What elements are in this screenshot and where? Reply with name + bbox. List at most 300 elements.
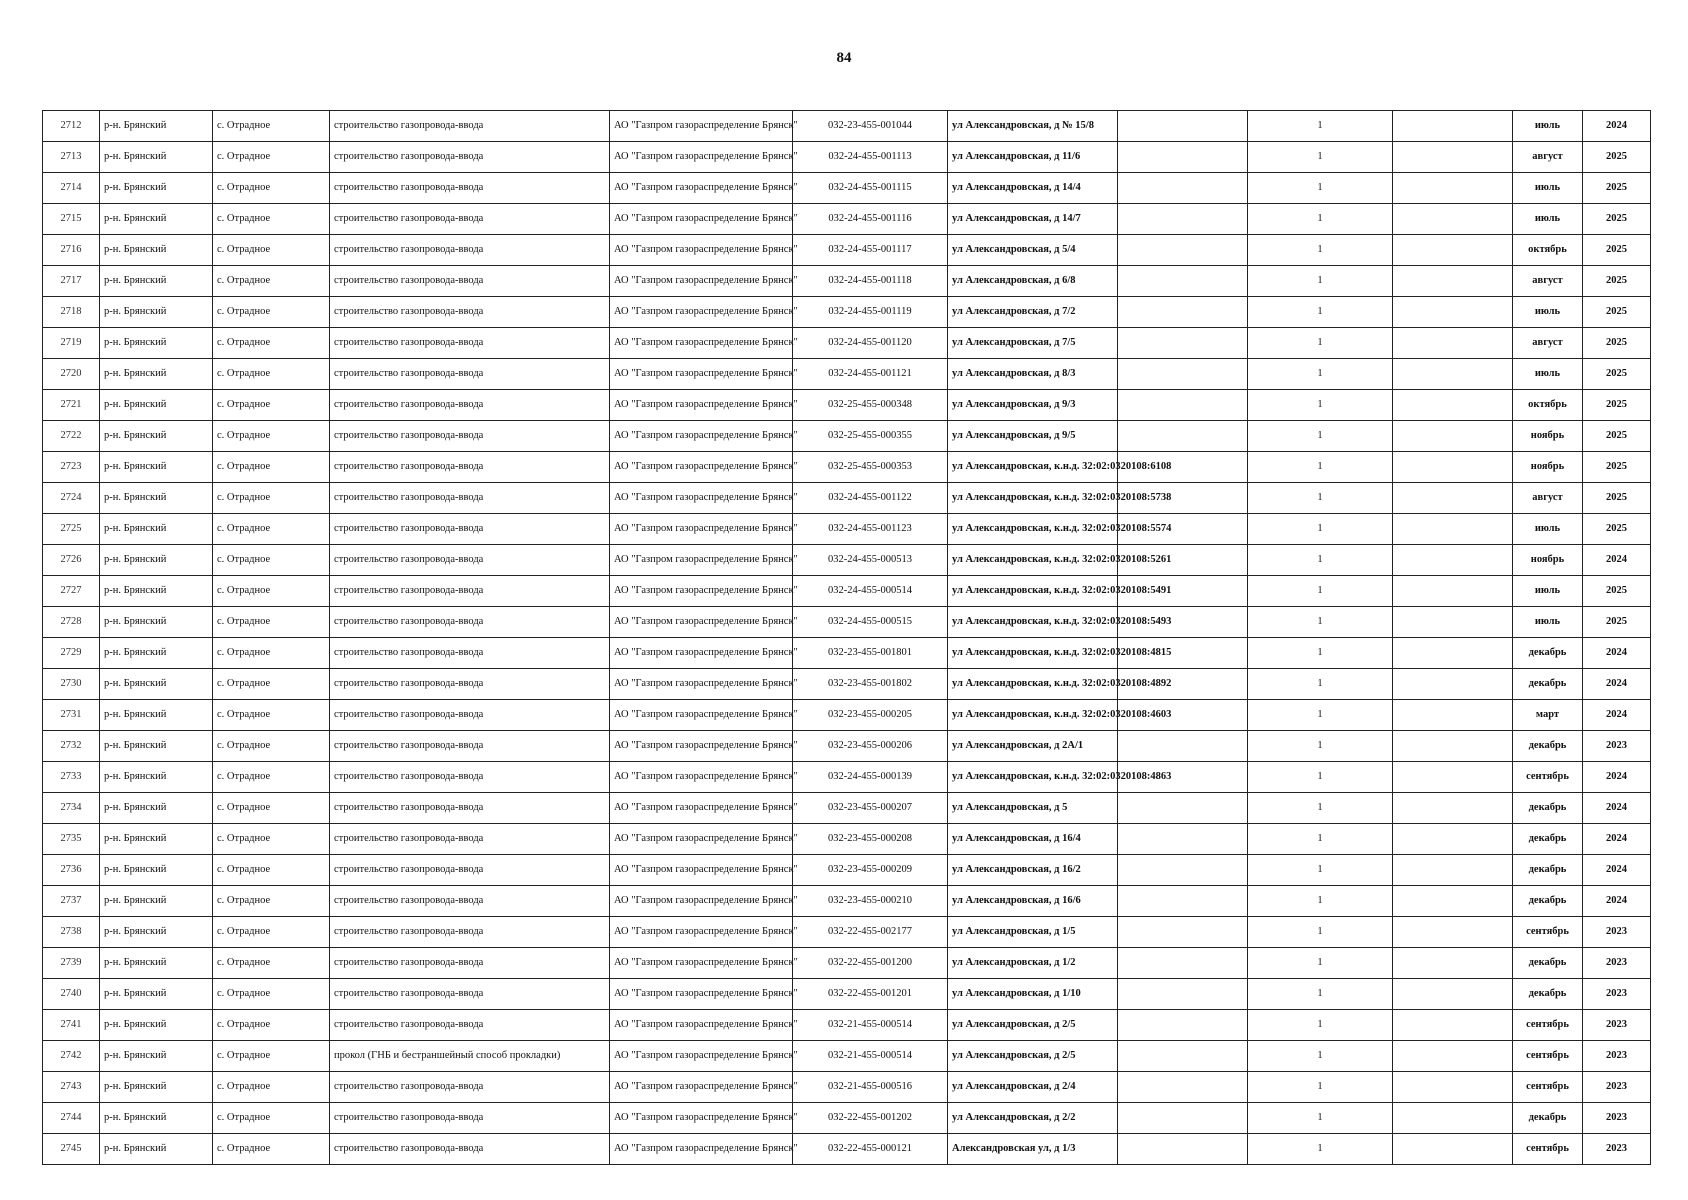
settlement-cell: с. Отрадное — [213, 173, 330, 204]
row-number: 2736 — [43, 855, 100, 886]
organization-cell: АО "Газпром газораспределение Брянск" — [610, 173, 793, 204]
quantity-cell: 1 — [1248, 855, 1393, 886]
table-row — [43, 731, 1651, 762]
organization-cell: АО "Газпром газораспределение Брянск" — [610, 359, 793, 390]
work-type-cell: строительство газопровода-ввода — [330, 731, 610, 762]
work-type-cell: строительство газопровода-ввода — [330, 576, 610, 607]
district-cell: р-н. Брянский — [100, 545, 213, 576]
empty-cell — [1393, 669, 1513, 700]
year-cell: 2025 — [1583, 297, 1651, 328]
year-cell: 2025 — [1583, 514, 1651, 545]
empty-cell — [1118, 1072, 1248, 1103]
organization-cell: АО "Газпром газораспределение Брянск" — [610, 452, 793, 483]
month-cell: август — [1513, 483, 1583, 514]
month-cell: октябрь — [1513, 390, 1583, 421]
table-row — [43, 607, 1651, 638]
empty-cell — [1393, 1134, 1513, 1165]
empty-cell — [1393, 514, 1513, 545]
object-code-cell: 032-24-455-000513 — [793, 545, 948, 576]
empty-cell — [1393, 235, 1513, 266]
row-number: 2742 — [43, 1041, 100, 1072]
address-cell: ул Александровская, д № 15/8 — [948, 111, 1118, 142]
organization-cell: АО "Газпром газораспределение Брянск" — [610, 576, 793, 607]
quantity-cell: 1 — [1248, 948, 1393, 979]
address-cell: ул Александровская, д 9/3 — [948, 390, 1118, 421]
empty-cell — [1118, 793, 1248, 824]
quantity-cell: 1 — [1248, 173, 1393, 204]
organization-cell: АО "Газпром газораспределение Брянск" — [610, 731, 793, 762]
year-cell: 2025 — [1583, 142, 1651, 173]
year-cell: 2025 — [1583, 204, 1651, 235]
year-cell: 2023 — [1583, 1103, 1651, 1134]
address-cell: ул Александровская, к.н.д. 32:02:0320108:4892 — [948, 669, 1118, 700]
settlement-cell: с. Отрадное — [213, 917, 330, 948]
address-cell: ул Александровская, д 2/2 — [948, 1103, 1118, 1134]
organization-cell: АО "Газпром газораспределение Брянск" — [610, 266, 793, 297]
organization-cell: АО "Газпром газораспределение Брянск" — [610, 142, 793, 173]
object-code-cell: 032-24-455-001119 — [793, 297, 948, 328]
address-cell: ул Александровская, д 1/2 — [948, 948, 1118, 979]
organization-cell: АО "Газпром газораспределение Брянск" — [610, 793, 793, 824]
row-number: 2731 — [43, 700, 100, 731]
year-cell: 2025 — [1583, 173, 1651, 204]
work-type-cell: строительство газопровода-ввода — [330, 297, 610, 328]
organization-cell: АО "Газпром газораспределение Брянск" — [610, 917, 793, 948]
work-type-cell: строительство газопровода-ввода — [330, 483, 610, 514]
quantity-cell: 1 — [1248, 576, 1393, 607]
work-type-cell: строительство газопровода-ввода — [330, 669, 610, 700]
object-code-cell: 032-22-455-000121 — [793, 1134, 948, 1165]
empty-cell — [1393, 638, 1513, 669]
empty-cell — [1393, 700, 1513, 731]
organization-cell: АО "Газпром газораспределение Брянск" — [610, 235, 793, 266]
row-number: 2737 — [43, 886, 100, 917]
settlement-cell: с. Отрадное — [213, 979, 330, 1010]
work-type-cell: строительство газопровода-ввода — [330, 545, 610, 576]
settlement-cell: с. Отрадное — [213, 762, 330, 793]
month-cell: декабрь — [1513, 824, 1583, 855]
empty-cell — [1393, 607, 1513, 638]
empty-cell — [1393, 142, 1513, 173]
district-cell: р-н. Брянский — [100, 669, 213, 700]
settlement-cell: с. Отрадное — [213, 204, 330, 235]
row-number: 2740 — [43, 979, 100, 1010]
organization-cell: АО "Газпром газораспределение Брянск" — [610, 204, 793, 235]
address-cell: ул Александровская, д 7/5 — [948, 328, 1118, 359]
quantity-cell: 1 — [1248, 793, 1393, 824]
table-row — [43, 328, 1651, 359]
row-number: 2713 — [43, 142, 100, 173]
district-cell: р-н. Брянский — [100, 979, 213, 1010]
work-type-cell: строительство газопровода-ввода — [330, 638, 610, 669]
month-cell: декабрь — [1513, 855, 1583, 886]
month-cell: декабрь — [1513, 948, 1583, 979]
year-cell: 2024 — [1583, 762, 1651, 793]
table-row — [43, 452, 1651, 483]
work-type-cell: строительство газопровода-ввода — [330, 855, 610, 886]
empty-cell — [1393, 390, 1513, 421]
row-number: 2720 — [43, 359, 100, 390]
settlement-cell: с. Отрадное — [213, 886, 330, 917]
month-cell: август — [1513, 266, 1583, 297]
empty-cell — [1118, 824, 1248, 855]
quantity-cell: 1 — [1248, 142, 1393, 173]
quantity-cell: 1 — [1248, 1072, 1393, 1103]
row-number: 2734 — [43, 793, 100, 824]
year-cell: 2025 — [1583, 576, 1651, 607]
district-cell: р-н. Брянский — [100, 607, 213, 638]
month-cell: июль — [1513, 204, 1583, 235]
settlement-cell: с. Отрадное — [213, 1010, 330, 1041]
settlement-cell: с. Отрадное — [213, 824, 330, 855]
quantity-cell: 1 — [1248, 235, 1393, 266]
page-number: 84 — [836, 50, 852, 66]
address-cell: ул Александровская, д 11/6 — [948, 142, 1118, 173]
work-type-cell: строительство газопровода-ввода — [330, 1072, 610, 1103]
quantity-cell: 1 — [1248, 824, 1393, 855]
organization-cell: АО "Газпром газораспределение Брянск" — [610, 297, 793, 328]
work-type-cell: строительство газопровода-ввода — [330, 452, 610, 483]
empty-cell — [1393, 359, 1513, 390]
quantity-cell: 1 — [1248, 514, 1393, 545]
address-cell: ул Александровская, д 5 — [948, 793, 1118, 824]
district-cell: р-н. Брянский — [100, 142, 213, 173]
empty-cell — [1393, 1010, 1513, 1041]
quantity-cell: 1 — [1248, 359, 1393, 390]
row-number: 2729 — [43, 638, 100, 669]
quantity-cell: 1 — [1248, 1041, 1393, 1072]
work-type-cell: прокол (ГНБ и бестраншейный способ прокладки) — [330, 1041, 610, 1072]
district-cell: р-н. Брянский — [100, 483, 213, 514]
empty-cell — [1393, 204, 1513, 235]
organization-cell: АО "Газпром газораспределение Брянск" — [610, 607, 793, 638]
empty-cell — [1393, 1072, 1513, 1103]
year-cell: 2025 — [1583, 421, 1651, 452]
quantity-cell: 1 — [1248, 483, 1393, 514]
settlement-cell: с. Отрадное — [213, 607, 330, 638]
table-row — [43, 1134, 1651, 1165]
object-code-cell: 032-21-455-000514 — [793, 1041, 948, 1072]
district-cell: р-н. Брянский — [100, 793, 213, 824]
district-cell: р-н. Брянский — [100, 948, 213, 979]
table-row — [43, 762, 1651, 793]
empty-cell — [1393, 452, 1513, 483]
object-code-cell: 032-24-455-000515 — [793, 607, 948, 638]
empty-cell — [1393, 793, 1513, 824]
month-cell: декабрь — [1513, 669, 1583, 700]
organization-cell: АО "Газпром газораспределение Брянск" — [610, 1041, 793, 1072]
empty-cell — [1118, 421, 1248, 452]
work-type-cell: строительство газопровода-ввода — [330, 607, 610, 638]
address-cell: ул Александровская, к.н.д. 32:02:0320108:6108 — [948, 452, 1118, 483]
address-cell: Александровская ул, д 1/3 — [948, 1134, 1118, 1165]
object-code-cell: 032-21-455-000516 — [793, 1072, 948, 1103]
organization-cell: АО "Газпром газораспределение Брянск" — [610, 1103, 793, 1134]
empty-cell — [1118, 297, 1248, 328]
settlement-cell: с. Отрадное — [213, 421, 330, 452]
work-type-cell: строительство газопровода-ввода — [330, 514, 610, 545]
year-cell: 2025 — [1583, 483, 1651, 514]
object-code-cell: 032-22-455-001200 — [793, 948, 948, 979]
empty-cell — [1393, 979, 1513, 1010]
quantity-cell: 1 — [1248, 607, 1393, 638]
settlement-cell: с. Отрадное — [213, 545, 330, 576]
month-cell: июль — [1513, 607, 1583, 638]
month-cell: март — [1513, 700, 1583, 731]
empty-cell — [1393, 266, 1513, 297]
quantity-cell: 1 — [1248, 638, 1393, 669]
month-cell: ноябрь — [1513, 545, 1583, 576]
district-cell: р-н. Брянский — [100, 266, 213, 297]
object-code-cell: 032-24-455-001116 — [793, 204, 948, 235]
table-row — [43, 390, 1651, 421]
empty-cell — [1118, 111, 1248, 142]
organization-cell: АО "Газпром газораспределение Брянск" — [610, 483, 793, 514]
district-cell: р-н. Брянский — [100, 514, 213, 545]
row-number: 2715 — [43, 204, 100, 235]
address-cell: ул Александровская, к.н.д. 32:02:0320108:5574 — [948, 514, 1118, 545]
empty-cell — [1393, 483, 1513, 514]
year-cell: 2025 — [1583, 359, 1651, 390]
settlement-cell: с. Отрадное — [213, 1134, 330, 1165]
object-code-cell: 032-24-455-001115 — [793, 173, 948, 204]
address-cell: ул Александровская, д 5/4 — [948, 235, 1118, 266]
month-cell: декабрь — [1513, 979, 1583, 1010]
object-code-cell: 032-22-455-001202 — [793, 1103, 948, 1134]
row-number: 2712 — [43, 111, 100, 142]
register-table — [42, 110, 1651, 1165]
table-row — [43, 297, 1651, 328]
settlement-cell: с. Отрадное — [213, 390, 330, 421]
row-number: 2745 — [43, 1134, 100, 1165]
organization-cell: АО "Газпром газораспределение Брянск" — [610, 1072, 793, 1103]
object-code-cell: 032-23-455-000205 — [793, 700, 948, 731]
work-type-cell: строительство газопровода-ввода — [330, 1010, 610, 1041]
year-cell: 2024 — [1583, 793, 1651, 824]
district-cell: р-н. Брянский — [100, 328, 213, 359]
settlement-cell: с. Отрадное — [213, 359, 330, 390]
year-cell: 2025 — [1583, 235, 1651, 266]
row-number: 2735 — [43, 824, 100, 855]
object-code-cell: 032-24-455-001117 — [793, 235, 948, 266]
organization-cell: АО "Газпром газораспределение Брянск" — [610, 111, 793, 142]
district-cell: р-н. Брянский — [100, 855, 213, 886]
empty-cell — [1393, 576, 1513, 607]
table-row — [43, 173, 1651, 204]
district-cell: р-н. Брянский — [100, 1072, 213, 1103]
empty-cell — [1118, 1010, 1248, 1041]
district-cell: р-н. Брянский — [100, 204, 213, 235]
month-cell: декабрь — [1513, 886, 1583, 917]
month-cell: сентябрь — [1513, 1072, 1583, 1103]
settlement-cell: с. Отрадное — [213, 1041, 330, 1072]
row-number: 2718 — [43, 297, 100, 328]
month-cell: декабрь — [1513, 638, 1583, 669]
address-cell: ул Александровская, к.н.д. 32:02:0320108:5261 — [948, 545, 1118, 576]
organization-cell: АО "Газпром газораспределение Брянск" — [610, 1010, 793, 1041]
table-row — [43, 204, 1651, 235]
table-row — [43, 1041, 1651, 1072]
object-code-cell: 032-23-455-000209 — [793, 855, 948, 886]
address-cell: ул Александровская, д 2/5 — [948, 1041, 1118, 1072]
year-cell: 2023 — [1583, 1041, 1651, 1072]
empty-cell — [1118, 173, 1248, 204]
address-cell: ул Александровская, к.н.д. 32:02:0320108:4603 — [948, 700, 1118, 731]
district-cell: р-н. Брянский — [100, 638, 213, 669]
year-cell: 2025 — [1583, 266, 1651, 297]
settlement-cell: с. Отрадное — [213, 638, 330, 669]
year-cell: 2025 — [1583, 390, 1651, 421]
district-cell: р-н. Брянский — [100, 762, 213, 793]
month-cell: сентябрь — [1513, 1010, 1583, 1041]
quantity-cell: 1 — [1248, 669, 1393, 700]
row-number: 2741 — [43, 1010, 100, 1041]
settlement-cell: с. Отрадное — [213, 669, 330, 700]
row-number: 2725 — [43, 514, 100, 545]
empty-cell — [1393, 421, 1513, 452]
year-cell: 2023 — [1583, 1072, 1651, 1103]
table-row — [43, 514, 1651, 545]
empty-cell — [1118, 266, 1248, 297]
district-cell: р-н. Брянский — [100, 111, 213, 142]
row-number: 2739 — [43, 948, 100, 979]
work-type-cell: строительство газопровода-ввода — [330, 886, 610, 917]
row-number: 2722 — [43, 421, 100, 452]
empty-cell — [1393, 297, 1513, 328]
settlement-cell: с. Отрадное — [213, 142, 330, 173]
organization-cell: АО "Газпром газораспределение Брянск" — [610, 979, 793, 1010]
district-cell: р-н. Брянский — [100, 1010, 213, 1041]
work-type-cell: строительство газопровода-ввода — [330, 390, 610, 421]
empty-cell — [1393, 173, 1513, 204]
organization-cell: АО "Газпром газораспределение Брянск" — [610, 328, 793, 359]
address-cell: ул Александровская, к.н.д. 32:02:0320108:4815 — [948, 638, 1118, 669]
settlement-cell: с. Отрадное — [213, 235, 330, 266]
object-code-cell: 032-24-455-000514 — [793, 576, 948, 607]
district-cell: р-н. Брянский — [100, 731, 213, 762]
empty-cell — [1393, 824, 1513, 855]
month-cell: июль — [1513, 173, 1583, 204]
object-code-cell: 032-24-455-001113 — [793, 142, 948, 173]
quantity-cell: 1 — [1248, 1010, 1393, 1041]
quantity-cell: 1 — [1248, 421, 1393, 452]
object-code-cell: 032-24-455-001118 — [793, 266, 948, 297]
district-cell: р-н. Брянский — [100, 1134, 213, 1165]
organization-cell: АО "Газпром газораспределение Брянск" — [610, 390, 793, 421]
district-cell: р-н. Брянский — [100, 1041, 213, 1072]
empty-cell — [1118, 1103, 1248, 1134]
table-row — [43, 111, 1651, 142]
object-code-cell: 032-23-455-000208 — [793, 824, 948, 855]
year-cell: 2023 — [1583, 731, 1651, 762]
empty-cell — [1118, 328, 1248, 359]
quantity-cell: 1 — [1248, 204, 1393, 235]
object-code-cell: 032-23-455-000206 — [793, 731, 948, 762]
empty-cell — [1393, 762, 1513, 793]
quantity-cell: 1 — [1248, 328, 1393, 359]
work-type-cell: строительство газопровода-ввода — [330, 762, 610, 793]
object-code-cell: 032-22-455-001201 — [793, 979, 948, 1010]
address-cell: ул Александровская, д 16/2 — [948, 855, 1118, 886]
quantity-cell: 1 — [1248, 111, 1393, 142]
settlement-cell: с. Отрадное — [213, 328, 330, 359]
district-cell: р-н. Брянский — [100, 421, 213, 452]
work-type-cell: строительство газопровода-ввода — [330, 142, 610, 173]
year-cell: 2023 — [1583, 948, 1651, 979]
table-row — [43, 235, 1651, 266]
table-row — [43, 638, 1651, 669]
address-cell: ул Александровская, д 9/5 — [948, 421, 1118, 452]
quantity-cell: 1 — [1248, 452, 1393, 483]
address-cell: ул Александровская, к.н.д. 32:02:0320108:5493 — [948, 607, 1118, 638]
address-cell: ул Александровская, д 16/4 — [948, 824, 1118, 855]
organization-cell: АО "Газпром газораспределение Брянск" — [610, 421, 793, 452]
organization-cell: АО "Газпром газораспределение Брянск" — [610, 855, 793, 886]
table-row — [43, 1103, 1651, 1134]
empty-cell — [1393, 545, 1513, 576]
settlement-cell: с. Отрадное — [213, 576, 330, 607]
month-cell: ноябрь — [1513, 421, 1583, 452]
year-cell: 2023 — [1583, 917, 1651, 948]
month-cell: июль — [1513, 111, 1583, 142]
table-row — [43, 886, 1651, 917]
row-number: 2723 — [43, 452, 100, 483]
table-row — [43, 266, 1651, 297]
address-cell: ул Александровская, д 1/10 — [948, 979, 1118, 1010]
empty-cell — [1118, 1134, 1248, 1165]
quantity-cell: 1 — [1248, 762, 1393, 793]
row-number: 2724 — [43, 483, 100, 514]
month-cell: август — [1513, 142, 1583, 173]
empty-cell — [1393, 1041, 1513, 1072]
row-number: 2726 — [43, 545, 100, 576]
quantity-cell: 1 — [1248, 1134, 1393, 1165]
address-cell: ул Александровская, д 2А/1 — [948, 731, 1118, 762]
object-code-cell: 032-24-455-001122 — [793, 483, 948, 514]
empty-cell — [1118, 142, 1248, 173]
year-cell: 2025 — [1583, 607, 1651, 638]
settlement-cell: с. Отрадное — [213, 731, 330, 762]
month-cell: сентябрь — [1513, 917, 1583, 948]
object-code-cell: 032-22-455-002177 — [793, 917, 948, 948]
work-type-cell: строительство газопровода-ввода — [330, 1134, 610, 1165]
empty-cell — [1118, 917, 1248, 948]
settlement-cell: с. Отрадное — [213, 266, 330, 297]
district-cell: р-н. Брянский — [100, 824, 213, 855]
empty-cell — [1118, 948, 1248, 979]
address-cell: ул Александровская, к.н.д. 32:02:0320108:5491 — [948, 576, 1118, 607]
address-cell: ул Александровская, к.н.д. 32:02:0320108:5738 — [948, 483, 1118, 514]
organization-cell: АО "Газпром газораспределение Брянск" — [610, 638, 793, 669]
month-cell: июль — [1513, 297, 1583, 328]
work-type-cell: строительство газопровода-ввода — [330, 204, 610, 235]
quantity-cell: 1 — [1248, 917, 1393, 948]
table-row — [43, 576, 1651, 607]
row-number: 2714 — [43, 173, 100, 204]
empty-cell — [1118, 979, 1248, 1010]
empty-cell — [1393, 1103, 1513, 1134]
settlement-cell: с. Отрадное — [213, 111, 330, 142]
table-row — [43, 855, 1651, 886]
district-cell: р-н. Брянский — [100, 576, 213, 607]
address-cell: ул Александровская, д 8/3 — [948, 359, 1118, 390]
empty-cell — [1118, 886, 1248, 917]
district-cell: р-н. Брянский — [100, 700, 213, 731]
address-cell: ул Александровская, к.н.д. 32:02:0320108:4863 — [948, 762, 1118, 793]
quantity-cell: 1 — [1248, 886, 1393, 917]
organization-cell: АО "Газпром газораспределение Брянск" — [610, 824, 793, 855]
month-cell: декабрь — [1513, 1103, 1583, 1134]
